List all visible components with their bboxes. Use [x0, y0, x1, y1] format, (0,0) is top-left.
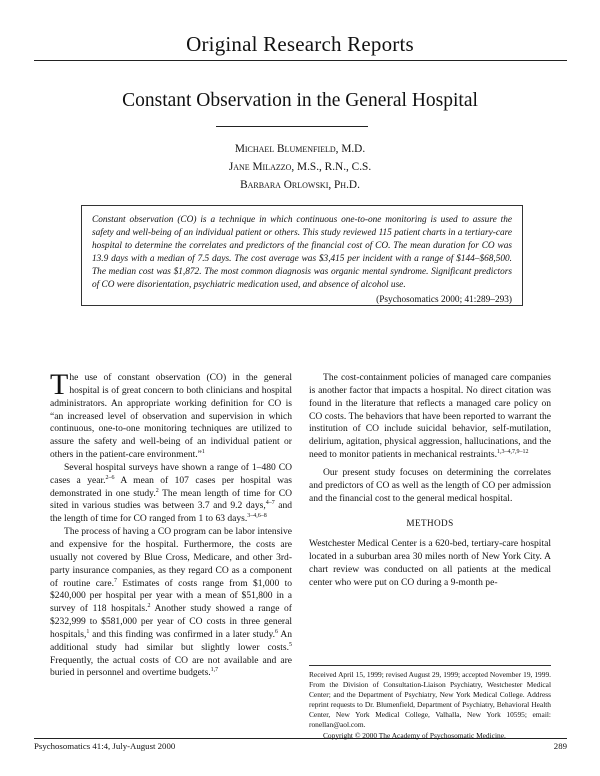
- drop-cap: T: [50, 368, 69, 401]
- methods-heading: METHODS: [406, 518, 454, 529]
- copyright-note: Copyright © 2000 The Academy of Psychosomatic Medicine.: [323, 730, 506, 740]
- received-note: Received April 15, 1999; revised August 29, 1999; accepted November 19, 1999. From the Division of Consultation-Liaison Psychiatry, Westchester Medical Center; and the Department of Psychiatry, New York Medical College. Address reprint requests to Dr. Blumenfield, Department of Psychiatry, Behavioral Health Center, New York Medical College, Valhalla, New York 10595; email: ronellan@aol.com.: [309, 670, 551, 730]
- article-title: Constant Observation in the General Hospital: [122, 90, 478, 111]
- abstract-citation: (Psychosomatics 2000; 41:289–293): [376, 294, 512, 305]
- ref-mark: 4–7: [265, 500, 275, 507]
- ref-mark: 1: [201, 448, 205, 455]
- ref-mark: 2–6: [105, 474, 115, 481]
- abstract-text: Constant observation (CO) is a technique in which continuous one-to-one monitoring is used to assure the safety and well-being of an individual patient or others. This study reviewed 115 patient charts in a tertiary-care hospital to determine the correlates and predictors of the financial cost of CO. The mean duration for CO was 13.9 days with a median of 7.5 days. The cost average was $3,415 per incident with a range of $144–$68,500. The median cost was $1,872. The most common diagnosis was organic mental syndrome. Significant predictors of CO were disorientation, psychiatric medication used, and absence of alcohol use.: [92, 215, 512, 291]
- footer-rule: [34, 738, 567, 739]
- journal-citation: Psychosomatics 41:4, July-August 2000: [34, 741, 176, 751]
- survey-paragraph: Several hospital surveys have shown a range of 1–480 CO cases a year.$^{2-6}$ A mean of 107 cases per hospital was demonstrated in one study.$^2$ The mean length of time for CO sited in various studies was between 3.7 and 9.2 days,$^{4-7}$ and the length of time for CO ranged from 1 to 63 days.$^{3-4,6-8}$: [50, 461, 292, 525]
- title-rule: [216, 126, 368, 127]
- study-aim-paragraph: Our present study focuses on determining the correlates and predictors of CO as well as the length of CO per admission and the financial cost to the general medical hospital.: [309, 466, 551, 504]
- ref-mark: 5: [289, 641, 292, 648]
- author-3: Barbara Orlowski, Ph.D.: [240, 179, 360, 191]
- header-rule: [34, 60, 567, 61]
- ref-mark: 2: [147, 603, 151, 610]
- managed-care-paragraph: The cost-containment policies of managed care companies is another factor that impacts a hospital. No direct citation was found in the literature that reflects a managed care policy on CO costs. The behaviors that have been reported to warrant the institution of CO include suicidal behavior, self-mutilation, delirium, agitation, physical aggression, hallucinations, and the need to monitor patients in mechanical restraints.$^{1,3-4,7,9-12}$: [309, 372, 551, 461]
- intro-paragraph: The use of constant observation (CO) in the general hospital is of great concern to both clinicians and hospital administrators. An appropriate working definition for CO is “an increased level of observation and supervision in which continuous, one-to-one monitoring techniques are utilized to assure the safety and well-being of an individual patient or others in the patient-care environment.”$^1$: [50, 368, 292, 461]
- ref-mark: 2: [155, 487, 159, 494]
- section-heading: Original Research Reports: [186, 32, 414, 56]
- ref-mark: 1,7: [210, 667, 219, 674]
- footnote-rule: [309, 665, 551, 666]
- ref-mark: 6: [275, 628, 279, 635]
- abstract-box: [81, 205, 523, 306]
- ref-mark: 1,3–4,7,9–12: [496, 448, 529, 455]
- article-footnote: [309, 670, 551, 741]
- cost-paragraph: The process of having a CO program can be labor intensive and expensive for the hospital. Furthermore, the costs are usually not covered by Blue Cross, Medicare, and other 3rd-party insurance companies, as they regard CO as a component of routine care.$^7$ Estimates of costs range from $1,000 to $240,000 per hospital per year with a mean of $51,800 in a survey of 118 hospitals.$^2$ Another study showed a range of $232,999 to $581,000 per year of CO costs in three general hospitals,$^1$ and this finding was confirmed in a later study.$^6$ An additional study had similar but slightly lower costs.$^5$ Frequently, the actual costs of CO are not available and are buried in personnel and overtime budgets.$^{1,7}$: [50, 526, 293, 679]
- ref-mark: 3–4,6–8: [247, 513, 267, 520]
- ref-mark: 7: [113, 577, 117, 584]
- left-column: [50, 368, 293, 680]
- author-2: Jane Milazzo, M.S., R.N., C.S.: [228, 161, 372, 173]
- page-number: 289: [553, 741, 567, 751]
- methods-paragraph: Westchester Medical Center is a 620-bed, tertiary-care hospital located in a suburban area 30 miles north of New York City. A chart review was conducted on all patients at the medical center who were put on CO during a 9-month pe-: [309, 538, 551, 588]
- right-column: [309, 372, 551, 590]
- author-list: [0, 140, 600, 194]
- ref-mark: 1: [86, 628, 90, 635]
- author-1: Michael Blumenfield, M.D.: [234, 143, 366, 155]
